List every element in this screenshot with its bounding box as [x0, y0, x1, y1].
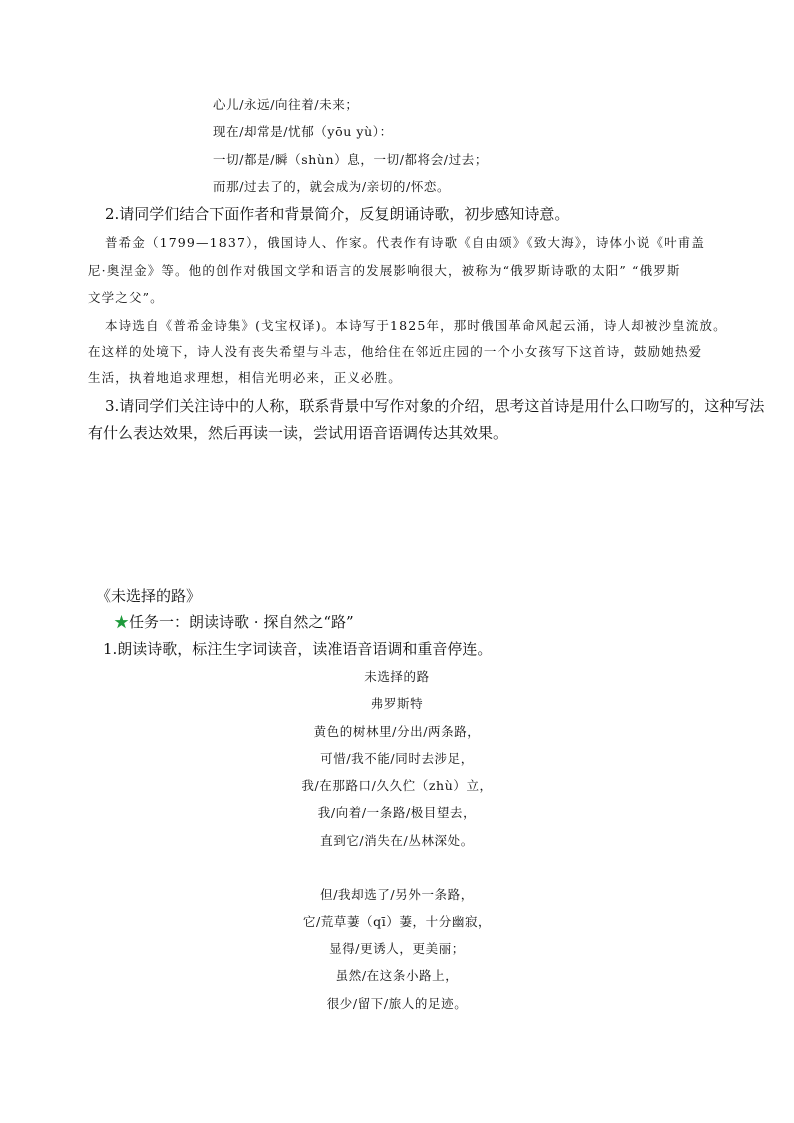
poem-line: 我/在那路口/久久伫（zhù）立，: [301, 778, 493, 793]
step-3-line: 3.请同学们关注诗中的人称，联系背景中写作对象的介绍，思考这首诗是用什么口吻写的，这种写法: [105, 397, 765, 415]
task-label: 任务一：朗读诗歌 · 探自然之“路”: [129, 613, 354, 631]
poem-line: 我/向着/一条路/极目望去，: [317, 805, 477, 820]
poem-line: 而那/过去了的，就会成为/亲切的/怀恋。: [213, 179, 451, 194]
author-intro-line: 文学之父”。: [88, 290, 164, 305]
poem-line: 心儿/永远/向往着/未来；: [213, 97, 359, 112]
background-line: 本诗选自《普希金诗集》(戈宝权译)。本诗写于1825年，那时俄国革命风起云涌，诗人却被沙皇流放。: [105, 318, 727, 333]
poem-line: 可惜/我不能/同时去涉足，: [320, 751, 474, 766]
step-3-line: 有什么表达效果，然后再读一读，尝试用语音语调传达其效果。: [88, 424, 509, 442]
poem-line: 黄色的树林里/分出/两条路，: [313, 724, 481, 739]
poem-line: 直到它/消失在/丛林深处。: [320, 833, 474, 848]
step-1-instruction: 1.朗读诗歌，标注生字词读音，读准语音语调和重音停连。: [103, 640, 493, 658]
background-line: 在这样的处境下，诗人没有丧失希望与斗志，他给住在邻近庄园的一个小女孩写下这首诗，鼓励她热爱: [88, 344, 703, 359]
poem-author: 弗罗斯特: [370, 696, 424, 711]
task-heading: [114, 615, 354, 630]
author-intro-line: 尼·奥涅金》等。他的创作对俄国文学和语言的发展影响很大，被称为“俄罗斯诗歌的太阳” “俄罗斯: [88, 263, 681, 278]
poem-line: 它/荒草萋（qī）萋，十分幽寂，: [302, 914, 492, 929]
star-icon: ★: [114, 613, 130, 631]
author-intro-line: 普希金（1799—1837），俄国诗人、作家。代表作有诗歌《自由颂》《致大海》，诗体小说《叶甫盖: [105, 235, 706, 250]
poem-line: 现在/却常是/忧郁（yōu yù）：: [213, 124, 393, 139]
step-2-instruction: 2.请同学们结合下面作者和背景简介，反复朗诵诗歌，初步感知诗意。: [105, 205, 570, 223]
section-title: 《未选择的路》: [96, 587, 202, 605]
poem-line: 一切/都是/瞬（shùn）息，一切/都将会/过去；: [213, 152, 488, 167]
poem-line: 显得/更诱人，更美丽；: [329, 941, 465, 956]
background-line: 生活，执着地追求理想，相信光明必来，正义必胜。: [88, 370, 402, 385]
poem-line: 很少/留下/旅人的足迹。: [326, 996, 468, 1011]
poem-line: 但/我却选了/另外一条路，: [320, 887, 474, 902]
poem-title: 未选择的路: [364, 669, 430, 684]
poem-line: 虽然/在这条小路上，: [335, 968, 459, 983]
